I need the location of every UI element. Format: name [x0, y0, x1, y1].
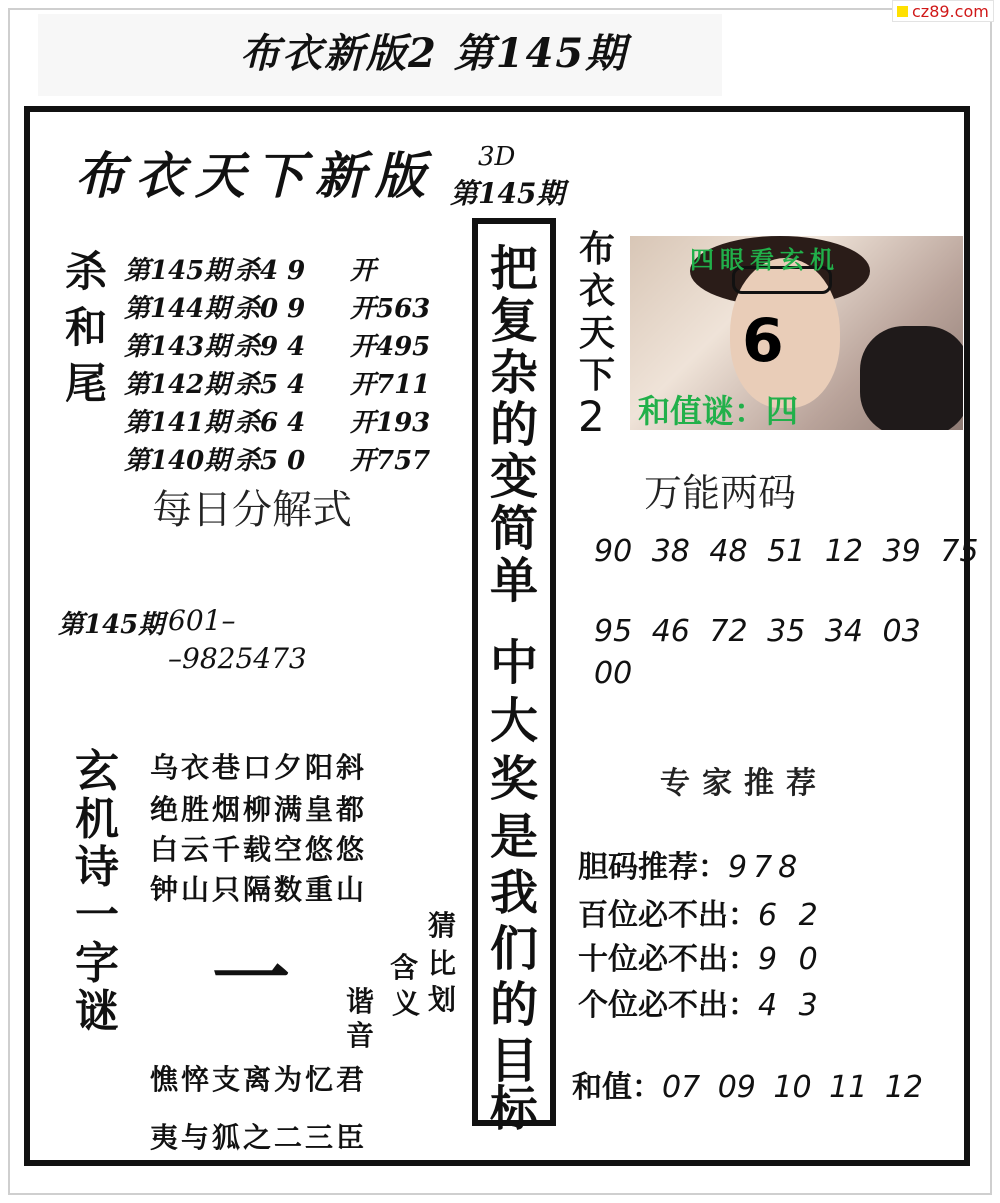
- slogan-char: 把: [489, 241, 538, 297]
- slogan-char: 大: [489, 693, 538, 749]
- sum-label: 和值：: [572, 1070, 662, 1105]
- expert-label: 胆码推荐：: [578, 850, 728, 885]
- slogan-char: 杂: [489, 345, 538, 401]
- kill-numbers: 杀0 9: [234, 294, 306, 324]
- promo-photo: [630, 236, 963, 430]
- kill-issue: 第144期: [124, 294, 231, 324]
- photo-caption-bottom: 和值谜：四: [638, 392, 799, 430]
- kill-issue: 第141期: [124, 408, 231, 438]
- decomposition-issue: 第145期: [58, 610, 165, 640]
- kill-issue: 第145期: [124, 256, 231, 286]
- brand-vertical-char: 下: [578, 354, 615, 396]
- expert-value: 9 0: [758, 942, 824, 977]
- brand-vertical-char: 天: [578, 312, 615, 354]
- expert-title: 专家推荐: [660, 766, 828, 801]
- watermark-text: cz89.com: [912, 1, 989, 21]
- photo-caption-top: 四眼看玄机: [690, 245, 840, 274]
- brand-vertical-char: 布: [578, 228, 615, 270]
- slogan-char: 变: [489, 449, 538, 505]
- slogan-char: 简: [489, 501, 538, 557]
- expert-label: 十位必不出：: [578, 942, 758, 977]
- open-numbers: 开193: [350, 408, 431, 438]
- poem-line: 绝胜烟柳满皇都: [150, 793, 368, 826]
- slogan-char: 复: [489, 293, 538, 349]
- code-row: 00: [594, 656, 633, 691]
- expert-row: [578, 980, 824, 1024]
- brand-vertical-number: 2: [578, 392, 605, 441]
- riddle-hint: 猜: [428, 909, 457, 942]
- kill-numbers: 杀5 4: [234, 370, 306, 400]
- slogan-char: 单: [489, 553, 538, 609]
- sum-row: [572, 1062, 923, 1106]
- square-icon: [897, 6, 908, 17]
- expert-value: 4 3: [758, 988, 824, 1023]
- expert-value: 978: [728, 850, 804, 885]
- poem-line: 白云千载空悠悠: [150, 833, 368, 866]
- slogan-char: 是: [489, 809, 538, 865]
- brand-issue: 第145期: [450, 177, 565, 210]
- slogan-char: 标: [489, 1081, 538, 1137]
- decomposition-title: 每日分解式: [152, 487, 352, 533]
- riddle-hint: 谐: [346, 985, 375, 1018]
- expert-label: 个位必不出：: [578, 988, 758, 1023]
- brand-vertical-char: 衣: [578, 270, 615, 312]
- open-numbers: 开563: [350, 294, 431, 324]
- riddle-hint: 划: [428, 983, 457, 1016]
- kill-issue: 第143期: [124, 332, 231, 362]
- slogan-char: 目: [489, 1033, 538, 1089]
- riddle-hint: 含: [390, 951, 419, 984]
- sum-value: 07 09 10 11 12: [662, 1070, 924, 1105]
- poem-label: 玄机诗一字谜: [75, 746, 119, 1037]
- expert-row: [578, 842, 803, 886]
- slogan-char: 的: [489, 977, 538, 1033]
- slogan-char: 中: [489, 635, 538, 691]
- expert-row: [578, 934, 824, 978]
- brand-3d-tag: 3D: [478, 142, 516, 172]
- brand-title: 布衣天下新版: [75, 146, 435, 205]
- open-numbers: 开: [350, 256, 377, 286]
- photo-number: 6: [742, 306, 784, 376]
- riddle-answer: 一: [212, 933, 291, 1024]
- slogan-column: [472, 218, 556, 1137]
- expert-value: 6 2: [758, 898, 824, 933]
- kill-issue: 第142期: [124, 370, 231, 400]
- riddle-hint: 音: [346, 1019, 375, 1052]
- open-numbers: 开757: [350, 446, 431, 476]
- open-numbers: 开711: [350, 370, 431, 400]
- riddle-bottom-line: 憔悴支离为忆君: [150, 1063, 368, 1096]
- kill-label: 杀和尾: [64, 247, 107, 408]
- kill-numbers: 杀9 4: [234, 332, 306, 362]
- kill-issue: 第140期: [124, 446, 231, 476]
- poem-line: 钟山只隔数重山: [150, 873, 368, 906]
- kill-numbers: 杀5 0: [234, 446, 306, 476]
- slogan-char: 的: [489, 397, 538, 453]
- two-codes-title: 万能两码: [644, 471, 797, 515]
- poem-line: 乌衣巷口夕阳斜: [150, 751, 368, 784]
- kill-numbers: 杀6 4: [234, 408, 306, 438]
- decomposition-line: 601–: [168, 604, 236, 637]
- shoulder-shape: [860, 326, 963, 430]
- kill-numbers: 杀4 9: [234, 256, 306, 286]
- code-row: 95 46 72 35 34 03: [594, 614, 921, 649]
- expert-row: [578, 890, 824, 934]
- open-numbers: 开495: [350, 332, 431, 362]
- decomposition-line: –9825473: [168, 642, 307, 675]
- page-title: 布衣新版2 第145期: [240, 30, 628, 77]
- code-row: 90 38 48 51 12 39 75: [594, 534, 979, 569]
- slogan-char: 我: [489, 865, 538, 921]
- slogan-char: 们: [489, 921, 538, 977]
- riddle-bottom-line: 夷与狐之二三臣: [150, 1121, 368, 1154]
- riddle-hint: 义: [392, 987, 421, 1020]
- brand-vertical: [572, 228, 622, 396]
- site-watermark[interactable]: [892, 0, 994, 22]
- expert-label: 百位必不出：: [578, 898, 758, 933]
- riddle-hint: 比: [428, 947, 457, 980]
- slogan-char: 奖: [489, 751, 538, 807]
